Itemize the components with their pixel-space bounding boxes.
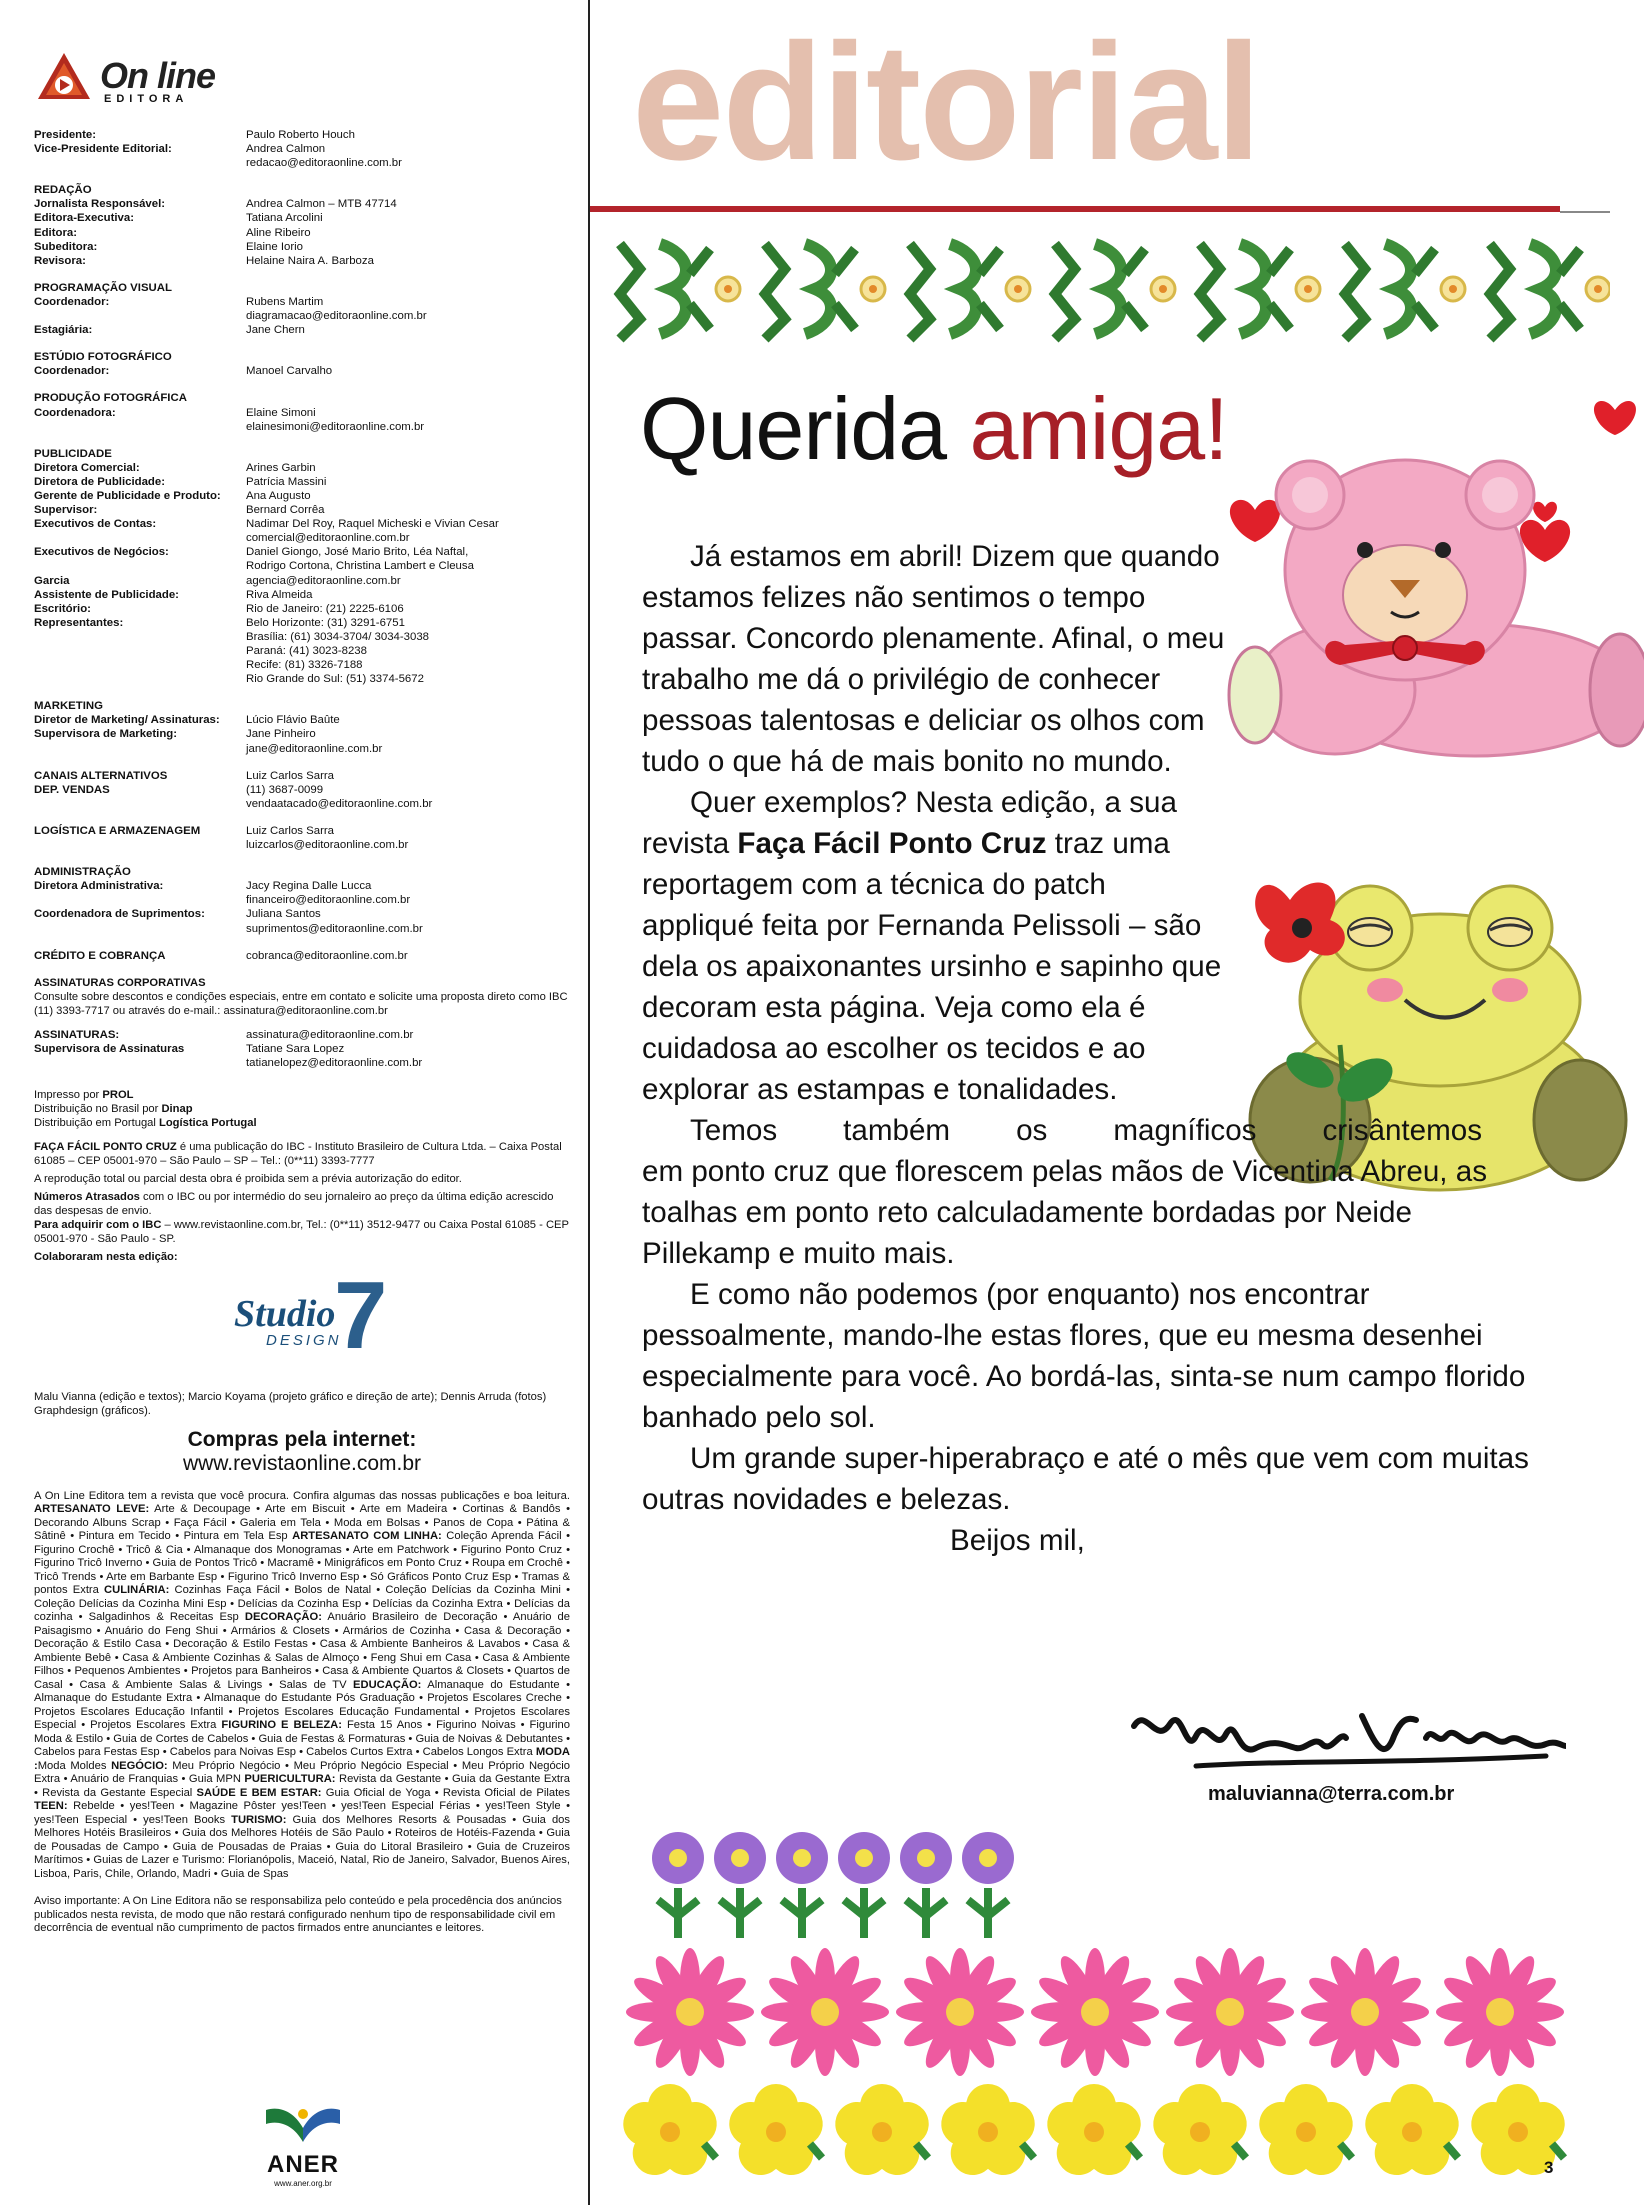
staff-row [34,879,570,893]
yellow-flower-motif [1360,2084,1465,2184]
staff-row [34,461,570,475]
catalog-category: TURISMO: [231,1813,287,1826]
leaf-motif [1200,244,1320,339]
staff-names[interactable]: assinatura@editoraonline.com.br [246,1028,414,1041]
online-shop-url[interactable]: www.revistaonline.com.br [182,1451,422,1475]
staff-row [34,838,570,852]
legal-reproduction: A reprodução total ou parcial desta obra é proibida sem a prévia autorização do editor. [34,1172,462,1185]
paragraph-5: Um grande super-hiperabraço e até o mês que vem com muitas outras novidades e belezas. [642,1442,1529,1516]
staff-role: Coordenador: [34,295,110,308]
staff-section [34,865,570,935]
studio7-logo [34,1261,570,1384]
staff-section-title: PROGRAMAÇÃO VISUAL [34,281,172,294]
yellow-flower-motif [1254,2084,1359,2184]
catalog-titles: Almanaque do Estudante • Almanaque do Estudante Extra • Almanaque do Estudante Pós Graduação • Projetos Escolares Creche • Projetos Escolares Educação Infantil • Projetos Escolares Educação Fundamental • Projetos Escolares Especial • Projetos Escolares Extra [34,1678,570,1732]
catalog-category: SAÚDE E BEM ESTAR: [196,1786,322,1799]
pink-daisy-motif [1166,1948,1294,2076]
staff-names[interactable]: vendaatacado@editoraonline.com.br [246,797,433,810]
back-issues-label: Números Atrasados [34,1190,140,1203]
dist-brazil-label: Distribuição no Brasil por [34,1102,162,1115]
pink-daisy-motif [1031,1948,1159,2076]
yellow-flower-motif [1466,2084,1571,2184]
staff-names: Recife: (81) 3326-7188 [246,659,363,672]
staff-section [34,183,570,268]
staff-role: Vice-Presidente Editorial: [34,143,172,156]
catalog-category: CULINÁRIA: [104,1584,170,1597]
staff-row [34,1028,570,1042]
staff-names: Brasília: (61) 3034-3704/ 3034-3038 [246,630,430,643]
yellow-flower-motif [1042,2084,1147,2184]
staff-list [34,128,570,963]
pink-daisy-motif [1301,1948,1429,2076]
staff-row [34,824,570,838]
staff-names: Tatiane Sara Lopez [246,1042,345,1055]
staff-row [34,309,570,323]
staff-names: Daniel Giongo, José Mario Brito, Léa Naftal, [246,546,469,559]
staff-row [34,769,570,783]
staff-row [34,503,570,517]
staff-row [34,602,570,616]
catalog-titles: Moda Moldes [37,1759,112,1772]
staff-row [34,517,570,531]
staff-row [34,907,570,921]
buy-ibc-label: Para adquirir com o IBC [34,1218,162,1231]
catalog-category: EDUCAÇÃO: [353,1678,422,1691]
staff-row [34,893,570,907]
printing-info [34,1088,570,1130]
catalog-titles: Anuário Brasileiro de Decoração • Anuário de Paisagismo • Anuário do Feng Shui • Armários & Closets • Armários de Cozinha • Casa & Decoração • Decoração & Estilo Casa • Decoração & Estilo Festas • Casa & Ambiente Banheiros & Lavabos • Casa & Ambiente Bebê • Casa & Ambiente Cozinhas & Salas de Almoço • Feng Shui em Casa • Casa & Ambiente Filhos • Pequenos Ambientes • Projetos para Banheiros • Casa & Ambiente Quartos & Closets • Quartos de Casal • Casa & Ambiente Salas & Livings • Salas de TV [34,1611,570,1691]
staff-section-title: ADMINISTRAÇÃO [34,866,131,879]
staff-names[interactable]: cobranca@editoraonline.com.br [246,949,408,962]
purple-flower-motif [838,1832,890,1938]
staff-names: Jacy Regina Dalle Lucca [246,880,372,893]
closing: Beijos mil, [950,1524,1085,1557]
paragraph-4: E como não podemos (por enquanto) nos encontrar pessoalmente, mando-lhe estas flores, que eu mesma desenhei especialmente para você. Ao bordá-las, sinta-se num campo florido banhado pelo sol. [642,1278,1526,1434]
catalog-titles: Guia dos Melhores Resorts & Pousadas • Guia dos Melhores Hotéis Brasileiros • Guia dos Melhores Hotéis de São Paulo • Roteiros de Hotéis-Fazenda • Guia de Pousadas de Campo • Guia de Pousadas de Praias • Guia do Litoral Brasileiro • Guia de Cruzeiros Marítimos • Guias de Lazer e Turismo: Florianópolis, Maceió, Natal, Rio de Janeiro, Salvador, Buenos Aires, Lisboa, Paris, Chile, Orlando, Madri • Guia de Spas [34,1813,570,1880]
online-shop [34,1428,570,1476]
catalog-titles: Meu Próprio Negócio • Meu Próprio Negócio Especial • Meu Próprio Negócio Extra • Anuário de Franquias • Guia MPN [34,1759,570,1786]
staff-names: Manoel Carvalho [246,365,333,378]
staff-role [34,742,246,756]
aner-logo [258,2102,348,2188]
staff-row [34,949,570,963]
catalog-category: DECORAÇÃO: [244,1611,322,1624]
leaf-motif [910,244,1030,339]
editorial-title: editorial [632,10,1260,195]
logo-name: On line [100,54,216,96]
staff-role: Executivos de Negócios: [34,546,169,559]
catalog-titles: Coleção Aprenda Fácil • Figurino Crochê • Tricô & Cia • Almanaque dos Monogramas • Arte em Patchwork • Figurino Ponto Cruz • Figurino Tricô Inverno • Guia de Pontos Tricô • Macramê • Minigráficos em Ponto Cruz • Roupa em Crochê • Tricô Trends • Arte em Barbante Esp • Figurino Tricô Inverno Esp • Só Gráficos Ponto Cruz Esp • Tramas & pontos Extra [34,1530,570,1597]
staff-role [34,1056,246,1070]
paragraph-2c: traz uma reportagem com a técnica do patch appliqué feita por Fernanda Pelissoli – são dela os apaixonantes ursinho e sapinho que decoram esta página. Veja como ela é cuidadosa ao escolher os tecidos e ao explorar as estampas e tonalidades. [642,827,1222,1106]
paragraph-1: Já estamos em abril! Dizem que quando estamos felizes não sentimos o tempo passar. Concordo plenamente. Afinal, o meu trabalho me dá o privilégio de conhecer pessoas talentosas e deliciar os olhos com tudo o que há de mais bonito no mundo. [642,540,1225,778]
staff-role [34,922,246,936]
staff-row [34,254,570,268]
staff-names[interactable]: redacao@editoraonline.com.br [246,157,402,170]
staff-row [34,922,570,936]
catalog-titles: Rebelde • yes!Teen • Magazine Pôster yes!Teen • yes!Teen Especial Férias • yes!Teen Style • yes!Teen Especial • yes!Teen Books [34,1800,570,1826]
staff-row [34,323,570,337]
staff-section [34,391,570,433]
staff-names: Paulo Roberto Houch [246,129,355,141]
pink-daisy-motif [626,1948,754,2076]
dist-portugal-name: Logística Portugal [158,1116,257,1129]
cross-stitch-leaf-border [600,234,1610,344]
catalog-category: NEGÓCIO: [111,1759,168,1772]
pink-daisy-motif [896,1948,1024,2076]
staff-role: Coordenadora de Suprimentos: [34,908,205,921]
staff-row [34,713,570,727]
staff-row [34,295,570,309]
aner-book-icon [258,2102,348,2146]
staff-row [34,616,570,630]
printing-label: Impresso por [34,1088,103,1101]
staff-role: Garcia [34,574,70,587]
staff-role: Supervisora de Marketing: [34,728,178,741]
pink-daisy-motif [761,1948,889,2076]
staff-row [34,128,570,142]
staff-role: Coordenador: [34,365,110,378]
staff-row [34,489,570,503]
staff-row [34,420,570,434]
staff-names: Juliana Santos [246,908,321,921]
staff-names[interactable]: luizcarlos@editoraonline.com.br [246,839,409,852]
staff-role [34,797,246,811]
yellow-flower-motif [618,2084,723,2184]
leaf-motif [765,244,885,339]
purple-flower-motif [776,1832,828,1938]
staff-row [34,742,570,756]
staff-row [34,197,570,211]
catalog-titles: Festa 15 Anos • Figurino Noivas • Figurino Moda & Estilo • Guia de Cortes de Cabelos • Guia de Festas & Formaturas • Guia de Noivas & Debutantes • Cabelos para Festas Esp • Cabelos para Noivas Esp • Cabelos Curtos Extra • Cabelos Longos Extra [34,1719,570,1759]
staff-section-title: ESTÚDIO FOTOGRÁFICO [34,351,172,364]
staff-names: Aline Ribeiro [246,226,311,239]
purple-flower-motif [962,1832,1014,1938]
printer-name: PROL [102,1088,134,1101]
staff-row [34,1042,570,1056]
studio-name: Studio [234,1292,336,1335]
leaf-motif [1490,244,1610,339]
yellow-flower-motif [1148,2084,1253,2184]
staff-names: Ana Augusto [246,489,311,502]
staff-role [34,559,246,573]
editorial-column [590,0,1644,2205]
online-logo-icon [34,49,94,113]
disclaimer: Aviso importante: A On Line Editora não se responsabiliza pelo conteúdo e pela procedência dos anúncios publicados nesta revista, de modo que não restará configurado nenhum tipo de responsabilidade civil em decorrência de eventual não cumprimento de pactos firmados entre anunciantes e leitores. [34,1895,562,1935]
staff-names: Belo Horizonte: (31) 3291-6751 [246,616,405,629]
leaf-motif [1055,244,1175,339]
staff-section-title: PRODUÇÃO FOTOGRÁFICA [34,392,187,405]
staff-names: Bernard Corrêa [246,504,325,517]
edition-credits: Malu Vianna (edição e textos); Marcio Koyama (projeto gráfico e direção de arte); Dennis Arruda (fotos) Graphdesign (gráficos). [34,1390,547,1417]
buy-ibc-text: – www.revistaonline.com.br, Tel.: (0**11) 3512-9477 ou Caixa Postal 61085 - CEP 05001-970 - São Paulo - SP. [34,1218,569,1245]
staff-row [34,156,570,170]
staff-names: Elaine Simoni [246,406,316,419]
staff-row [34,364,570,378]
staff-names[interactable]: comercial@editoraonline.com.br [246,532,410,545]
purple-flower-motif [714,1832,766,1938]
staff-section [34,281,570,337]
magazine-title: Faça Fácil Ponto Cruz [737,827,1047,860]
staff-row [34,588,570,602]
staff-names: Jane Pinheiro [246,728,316,741]
catalog-category: ARTESANATO COM LINHA: [292,1530,442,1543]
staff-role: Estagiária: [34,324,93,337]
corporate-subscriptions-text: Consulte sobre descontos e condições especiais, entre em contato e solicite uma proposta direto como IBC (11) 3393-7717 ou através do e-mail.: assinatura@editoraonline.com.br [34,990,568,1017]
staff-names: Lúcio Flávio Baûte [246,714,340,727]
catalog-category: FIGURINO E BELEZA: [221,1719,342,1732]
catalog-category: TEEN: [34,1800,68,1813]
staff-section-title: MARKETING [34,700,103,713]
staff-role: ASSINATURAS: [34,1028,120,1041]
legal-notice [34,1140,570,1264]
staff-names: Tatiana Arcolini [246,212,323,225]
catalog-titles: Guia Oficial de Yoga • Revista Oficial de Pilates [321,1786,570,1799]
corporate-subscriptions [34,976,570,1018]
staff-section [34,447,570,687]
staff-names[interactable]: diagramacao@editoraonline.com.br [246,310,427,323]
staff-names: Riva Almeida [246,588,313,601]
staff-names: Arines Garbin [246,461,316,474]
masthead-column [0,0,588,2205]
staff-names: Rio Grande do Sul: (51) 3374-5672 [246,673,424,686]
staff-role: Supervisor: [34,504,98,517]
staff-row [34,727,570,741]
staff-names: Luiz Carlos Sarra [246,769,334,782]
catalog-titles: Arte & Decoupage • Arte em Biscuit • Arte em Madeira • Cortinas & Bandôs • Decorando Albuns Scrap • Faça Fácil • Galeria em Tela • Moda em Bolsas • Panos de Copa • Pátina & Sâtinê • Pintura em Tecido • Pintura em Tela Esp [34,1503,570,1543]
staff-section [34,699,570,755]
legal-publisher: é uma publicação do IBC - Instituto Brasileiro de Cultura Ltda. – Caixa Postal 61085 – CEP 05001-970 – São Paulo – SP – Tel.: (0**11) 3393-7777 [34,1140,562,1167]
staff-row [34,797,570,811]
staff-names: Andrea Calmon – MTB 47714 [246,198,397,211]
staff-role [34,672,246,686]
purple-flower-motif [652,1832,704,1938]
contributors-label: Colaboraram nesta edição: [34,1250,178,1263]
editorial-headline [640,379,1228,478]
back-issues-text: com o IBC ou por intermédio do seu jornaleiro ao preço da última edição acrescido das despesas de envio. [34,1190,554,1217]
staff-names: Rodrigo Cortona, Christina Lambert e Cleusa [246,560,474,573]
subscriptions [34,1028,570,1070]
dist-brazil-name: Dinap [161,1102,193,1115]
staff-role: CRÉDITO E COBRANÇA [34,949,166,962]
staff-role: DEP. VENDAS [34,783,110,796]
catalog-category: PUERICULTURA: [244,1773,336,1786]
aner-url: www.aner.org.br [274,2179,332,2188]
staff-role: Coordenadora: [34,406,116,419]
staff-role: Representantes: [34,616,124,629]
staff-role: Presidente: [34,129,97,141]
dist-portugal-label: Distribuição em Portugal [34,1116,159,1129]
staff-role [34,156,246,170]
studio-number: 7 [334,1261,388,1369]
staff-role: Executivos de Contas: [34,518,157,531]
staff-role [34,893,246,907]
staff-section [34,350,570,378]
staff-names: Luiz Carlos Sarra [246,824,334,837]
staff-names[interactable]: suprimentos@editoraonline.com.br [246,922,423,935]
paragraph-3b: em ponto cruz que florescem pelas mãos de Vicentina Abreu, as toalhas em ponto reto calculadamente bordadas por Neide Pillekamp e muito mais. [642,1155,1487,1270]
purple-flower-motif [900,1832,952,1938]
staff-role: Editora-Executiva: [34,212,135,225]
logo-sub: EDITORA [104,92,189,105]
publications-catalog [34,1490,570,1882]
staff-row [34,545,570,559]
staff-row [34,658,570,672]
staff-role: Supervisora de Assinaturas [34,1042,185,1055]
staff-role: Diretor de Marketing/ Assinaturas: [34,714,220,727]
staff-section-title: PUBLICIDADE [34,447,112,460]
staff-role: Assistente de Publicidade: [34,588,179,601]
staff-role [34,630,246,644]
staff-row [34,559,570,573]
staff-row [34,630,570,644]
pink-daisy-motif [1436,1948,1564,2076]
staff-row [34,142,570,156]
staff-names[interactable]: tatianelopez@editoraonline.com.br [246,1056,423,1069]
staff-role: Subeditora: [34,240,98,253]
staff-role [34,309,246,323]
staff-names: Rubens Martim [246,295,324,308]
publisher-logo [34,40,570,122]
title-rule [590,206,1560,212]
staff-role [34,838,246,852]
staff-role [34,658,246,672]
staff-names: Helaine Naira A. Barboza [246,254,374,267]
author-email[interactable]: maluvianna@terra.com.br [1208,1783,1455,1805]
staff-role [34,420,246,434]
yellow-flower-motif [724,2084,829,2184]
paragraph-2a: Quer exemplos? Nesta edição, a sua revista [642,786,1177,860]
catalog-category: MODA : [34,1746,570,1772]
staff-row [34,672,570,686]
staff-names: Elaine Iorio [246,240,303,253]
headline-part-a: Querida [640,379,970,478]
staff-role: Gerente de Publicidade e Produto: [34,489,221,502]
leaf-motif [620,244,740,339]
editorial-body [642,536,1542,1561]
catalog-titles: Cozinhas Faça Fácil • Bolos de Natal • Coleção Delícias da Cozinha Mini • Coleção Delícias da Cozinha Mini Esp • Delícias da Cozinha Esp • Delícias da Cozinha Extra • Delícias da cozinha • Salgadinhos & Receitas Esp [34,1584,570,1624]
staff-row [34,240,570,254]
staff-names: Andrea Calmon [246,143,326,156]
leaf-motif [1345,244,1465,339]
staff-section [34,128,570,170]
staff-names: Paraná: (41) 3023-8238 [246,645,367,657]
aner-name: ANER [266,2151,339,2178]
staff-names: Jane Chern [246,324,305,337]
staff-role [34,644,246,658]
staff-row [34,644,570,658]
staff-row [34,783,570,797]
staff-role [34,531,246,545]
staff-names[interactable]: financeiro@editoraonline.com.br [246,894,411,907]
staff-names[interactable]: elainesimoni@editoraonline.com.br [246,420,425,433]
staff-row [34,531,570,545]
staff-section [34,769,570,811]
staff-role: Diretora Comercial: [34,461,140,474]
staff-row [34,1056,570,1070]
yellow-flower-motif [936,2084,1041,2184]
staff-names[interactable]: agencia@editoraonline.com.br [246,574,401,587]
staff-role: LOGÍSTICA E ARMAZENAGEM [34,824,201,837]
staff-role: CANAIS ALTERNATIVOS [34,769,168,782]
page-number: 3 [1544,2158,1554,2177]
staff-role: Escritório: [34,602,91,615]
staff-row [34,574,570,588]
title-rule-thin [1560,211,1610,213]
staff-row [34,226,570,240]
staff-role: Jornalista Responsável: [34,198,166,211]
catalog-category: ARTESANATO LEVE: [34,1503,150,1516]
paragraph-3a: Temos também os magníficos crisântemos [690,1114,1482,1147]
headline-part-b: amiga! [969,379,1228,478]
staff-section-title: REDAÇÃO [34,184,92,197]
staff-section [34,949,570,963]
staff-names: (11) 3687-0099 [246,783,324,796]
staff-names: Rio de Janeiro: (21) 2225-6106 [246,602,404,615]
staff-section [34,824,570,852]
staff-row [34,406,570,420]
cross-stitch-flower-borders [610,1828,1580,2188]
staff-role: Diretora Administrativa: [34,880,164,893]
catalog-titles: Revista da Gestante • Guia da Gestante Extra • Revista da Gestante Especial [34,1773,570,1799]
studio-design: DESIGN [266,1331,342,1349]
paragraph-2 [642,782,1222,1110]
yellow-flower-motif [830,2084,935,2184]
staff-role: Revisora: [34,254,86,267]
staff-names: Nadimar Del Roy, Raquel Micheski e Vivian Cesar [246,518,499,531]
corporate-subscriptions-title: ASSINATURAS CORPORATIVAS [34,976,206,989]
online-shop-title: Compras pela internet: [187,1427,417,1451]
catalog-titles: A On Line Editora tem a revista que você procura. Confira algumas das nossas publicações e boa leitura. [34,1489,570,1502]
staff-row [34,211,570,225]
staff-names: Patrícia Massini [246,475,327,488]
staff-role: Editora: [34,226,78,239]
staff-names[interactable]: jane@editoraonline.com.br [246,742,383,755]
staff-role: Diretora de Publicidade: [34,475,166,488]
magazine-name: FAÇA FÁCIL PONTO CRUZ [34,1140,177,1153]
staff-row [34,475,570,489]
signature-image [1126,1686,1566,1786]
